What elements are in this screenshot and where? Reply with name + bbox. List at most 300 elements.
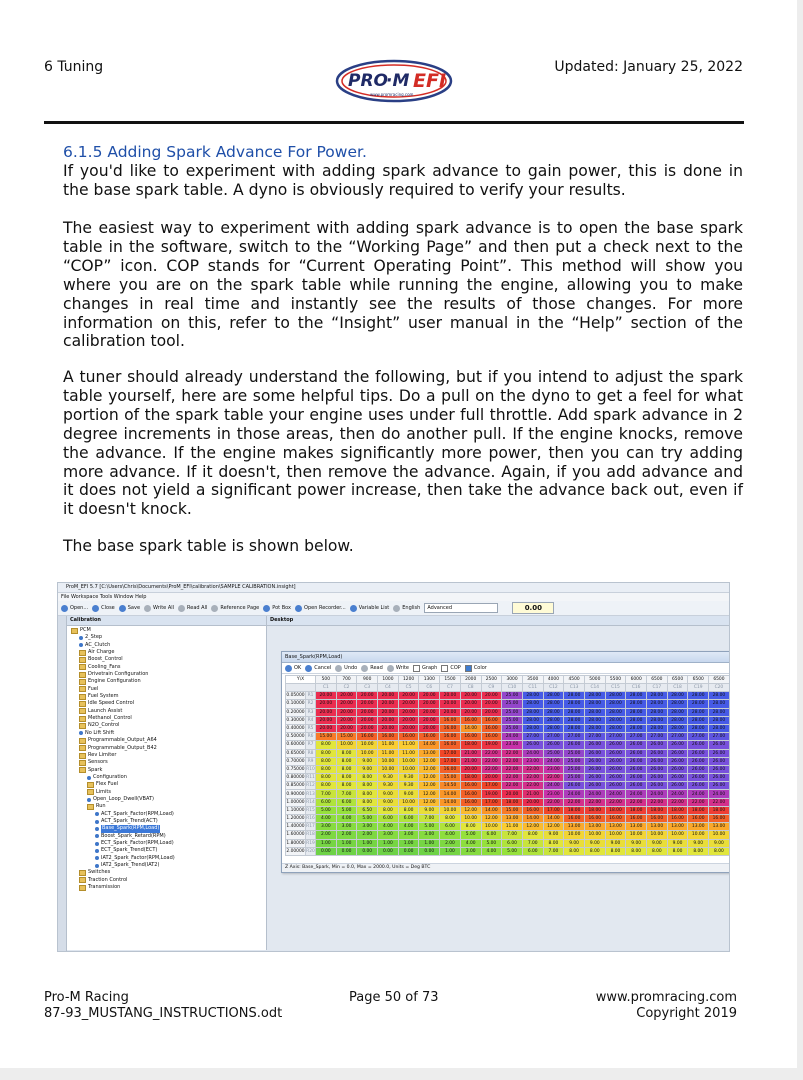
spark-cell[interactable]: 20.00	[378, 724, 399, 732]
spark-cell[interactable]: 20.00	[460, 692, 481, 700]
tree-item[interactable]: No Lift Shift	[67, 730, 266, 737]
spark-cell[interactable]: 24.00	[543, 782, 564, 790]
spark-cell[interactable]: 26.00	[605, 774, 626, 782]
spark-cell[interactable]: 26.00	[605, 749, 626, 757]
spark-cell[interactable]: 10.00	[605, 831, 626, 839]
spark-cell[interactable]: 28.00	[564, 692, 585, 700]
spark-cell[interactable]: 28.00	[626, 692, 647, 700]
tree-item[interactable]: ACT_Spark_Factor(RPM,Load)	[67, 811, 266, 818]
spark-cell[interactable]: 16.00	[460, 782, 481, 790]
cop-checkbox[interactable]: COP	[441, 665, 460, 672]
spark-cell[interactable]: 8.00	[316, 757, 337, 765]
spark-cell[interactable]: 6.00	[481, 831, 502, 839]
spark-cell[interactable]: 28.00	[564, 716, 585, 724]
tree-item[interactable]: ECT_Spark_Trend(ECT)	[67, 847, 266, 854]
spark-cell[interactable]: 3.00	[378, 831, 399, 839]
spark-cell[interactable]: 26.00	[564, 782, 585, 790]
load-row-header[interactable]: 0.50000	[286, 734, 305, 740]
spark-cell[interactable]: 28.00	[522, 692, 543, 700]
spark-cell[interactable]: 28.00	[709, 716, 730, 724]
rpm-column-header[interactable]: 6500	[709, 676, 730, 684]
load-row-header[interactable]: 0.60000	[286, 742, 305, 748]
load-row-header[interactable]: 0.30000	[286, 717, 305, 723]
spark-cell[interactable]: 5.00	[460, 831, 481, 839]
spark-cell[interactable]: 1.00	[378, 839, 399, 847]
tree-item[interactable]: Base_Spark(RPM,Load)	[67, 825, 266, 832]
spark-cell[interactable]: 12.00	[481, 815, 502, 823]
spark-cell[interactable]: 27.00	[605, 733, 626, 741]
spark-cell[interactable]: 13.00	[688, 823, 709, 831]
spark-cell[interactable]: 20.00	[440, 692, 461, 700]
load-row-header[interactable]: 0.80000	[286, 775, 305, 781]
tree-item[interactable]: Launch Assist	[67, 708, 266, 715]
spark-cell[interactable]: 3.00	[357, 823, 378, 831]
spark-cell[interactable]: 11.00	[398, 749, 419, 757]
spark-cell[interactable]: 26.00	[688, 765, 709, 773]
spark-cell[interactable]: 22.00	[584, 798, 605, 806]
spark-cell[interactable]: 22.00	[502, 749, 523, 757]
spark-cell[interactable]: 28.00	[647, 700, 668, 708]
spark-cell[interactable]: 16.00	[357, 733, 378, 741]
spark-cell[interactable]: 10.00	[709, 831, 730, 839]
spark-cell[interactable]: 26.00	[667, 749, 688, 757]
spark-cell[interactable]: 0.00	[357, 847, 378, 855]
spark-cell[interactable]: 24.00	[688, 790, 709, 798]
spark-cell[interactable]: 26.00	[647, 782, 668, 790]
spark-cell[interactable]: 10.00	[398, 798, 419, 806]
spark-cell[interactable]: 5.00	[336, 806, 357, 814]
spark-cell[interactable]: 18.00	[564, 806, 585, 814]
spark-cell[interactable]: 20.00	[357, 724, 378, 732]
spark-cell[interactable]: 20.00	[316, 700, 337, 708]
spark-cell[interactable]: 20.00	[357, 716, 378, 724]
spark-cell[interactable]: 18.00	[688, 806, 709, 814]
tree-item[interactable]: 2_Step	[67, 634, 266, 641]
spark-cell[interactable]: 22.00	[647, 798, 668, 806]
spark-cell[interactable]: 28.00	[626, 700, 647, 708]
spark-cell[interactable]: 24.00	[605, 790, 626, 798]
spark-cell[interactable]: 12.00	[522, 823, 543, 831]
spark-cell[interactable]: 5.00	[481, 839, 502, 847]
spark-cell[interactable]: 9.00	[564, 839, 585, 847]
spark-cell[interactable]: 7.00	[419, 815, 440, 823]
load-row-header[interactable]: 0.65000	[286, 750, 305, 756]
spark-cell[interactable]: 8.00	[543, 839, 564, 847]
spark-cell[interactable]: 5.00	[419, 823, 440, 831]
spark-cell[interactable]: 8.00	[398, 806, 419, 814]
tree-item[interactable]: Fuel System	[67, 693, 266, 700]
load-row-header[interactable]: 0.20000	[286, 709, 305, 715]
spark-cell[interactable]: 18.00	[647, 806, 668, 814]
spark-cell[interactable]: 0.00	[398, 847, 419, 855]
tree-item[interactable]: Open_Loop_Dwell(VBAT)	[67, 796, 266, 803]
spark-cell[interactable]: 9.30	[378, 774, 399, 782]
spark-cell[interactable]: 17.00	[543, 806, 564, 814]
spark-cell[interactable]: 8.00	[460, 823, 481, 831]
spark-cell[interactable]: 11.00	[398, 741, 419, 749]
spark-cell[interactable]: 24.00	[564, 790, 585, 798]
spark-cell[interactable]: 3.00	[398, 831, 419, 839]
spark-cell[interactable]: 10.00	[440, 806, 461, 814]
ok-button[interactable]: OK	[285, 665, 301, 672]
spark-cell[interactable]: 7.00	[316, 790, 337, 798]
spark-cell[interactable]: 28.00	[522, 700, 543, 708]
spark-cell[interactable]: 26.00	[584, 757, 605, 765]
spark-cell[interactable]: 4.00	[481, 847, 502, 855]
spark-cell[interactable]: 27.00	[647, 733, 668, 741]
load-row-header[interactable]: 0.05000	[286, 693, 305, 699]
spark-cell[interactable]: 22.00	[522, 774, 543, 782]
spark-cell[interactable]: 28.00	[626, 716, 647, 724]
spark-cell[interactable]: 20.00	[419, 700, 440, 708]
spark-cell[interactable]: 14.00	[460, 724, 481, 732]
spark-cell[interactable]: 15.00	[336, 733, 357, 741]
spark-cell[interactable]: 27.00	[543, 733, 564, 741]
load-row-header[interactable]: 0.10000	[286, 701, 305, 707]
spark-cell[interactable]: 17.00	[440, 757, 461, 765]
spark-cell[interactable]: 5.00	[357, 815, 378, 823]
spark-cell[interactable]: 2.00	[336, 831, 357, 839]
spark-cell[interactable]: 5.00	[316, 806, 337, 814]
spark-cell[interactable]: 28.00	[522, 724, 543, 732]
spark-cell[interactable]: 8.00	[336, 774, 357, 782]
spark-cell[interactable]: 24.00	[626, 790, 647, 798]
spark-cell[interactable]: 16.00	[626, 815, 647, 823]
write-all-button[interactable]: Write All	[144, 605, 174, 612]
spark-cell[interactable]: 9.00	[584, 839, 605, 847]
tree-item[interactable]: Traction Control	[67, 877, 266, 884]
rpm-column-header[interactable]: 2500	[481, 676, 502, 684]
spark-cell[interactable]: 12.00	[419, 765, 440, 773]
spark-cell[interactable]: 20.00	[336, 724, 357, 732]
spark-cell[interactable]: 8.00	[522, 831, 543, 839]
tree-item[interactable]: N2O_Control	[67, 722, 266, 729]
spark-cell[interactable]: 20.00	[378, 700, 399, 708]
spark-cell[interactable]: 16.00	[647, 815, 668, 823]
spark-cell[interactable]: 27.00	[584, 733, 605, 741]
rpm-column-header[interactable]: 1200	[398, 676, 419, 684]
tree-item[interactable]: IAT2_Spark_Factor(RPM,Load)	[67, 855, 266, 862]
spark-cell[interactable]: 23.00	[502, 741, 523, 749]
spark-cell[interactable]: 28.00	[688, 700, 709, 708]
spark-cell[interactable]: 16.00	[460, 716, 481, 724]
spark-cell[interactable]: 26.00	[522, 741, 543, 749]
rpm-column-header[interactable]: 6500	[688, 676, 709, 684]
spark-cell[interactable]: 27.00	[522, 733, 543, 741]
tree-item[interactable]: Spark	[67, 767, 266, 774]
spark-cell[interactable]: 28.00	[543, 692, 564, 700]
spark-cell[interactable]: 28.00	[605, 708, 626, 716]
spark-cell[interactable]: 9.00	[378, 790, 399, 798]
spark-cell[interactable]: 18.00	[709, 806, 730, 814]
spark-cell[interactable]: 22.00	[481, 749, 502, 757]
tree-item[interactable]: Limits	[67, 789, 266, 796]
spark-cell[interactable]: 22.00	[688, 798, 709, 806]
spark-cell[interactable]: 15.00	[440, 774, 461, 782]
spark-cell[interactable]: 26.00	[564, 741, 585, 749]
spark-cell[interactable]: 26.00	[709, 749, 730, 757]
spark-cell[interactable]: 22.00	[502, 765, 523, 773]
spark-cell[interactable]: 10.00	[357, 741, 378, 749]
spark-cell[interactable]: 16.00	[709, 815, 730, 823]
spark-cell[interactable]: 12.00	[419, 782, 440, 790]
spark-cell[interactable]: 26.00	[605, 741, 626, 749]
spark-cell[interactable]: 18.00	[584, 806, 605, 814]
spark-cell[interactable]: 28.00	[688, 692, 709, 700]
spark-cell[interactable]: 25.00	[564, 774, 585, 782]
spark-cell[interactable]: 26.00	[709, 765, 730, 773]
tree-item[interactable]: Engine Configuration	[67, 678, 266, 685]
spark-cell[interactable]: 25.00	[564, 765, 585, 773]
spark-cell[interactable]: 8.00	[605, 847, 626, 855]
spark-cell[interactable]: 20.00	[398, 716, 419, 724]
spark-cell[interactable]: 20.00	[336, 716, 357, 724]
spark-cell[interactable]: 28.00	[667, 700, 688, 708]
spark-cell[interactable]: 16.00	[667, 815, 688, 823]
spark-cell[interactable]: 22.00	[522, 765, 543, 773]
save-button[interactable]: Save	[119, 605, 140, 612]
load-row-header[interactable]: 2.00000	[286, 848, 305, 854]
spark-cell[interactable]: 20.00	[419, 716, 440, 724]
spark-cell[interactable]: 12.00	[543, 823, 564, 831]
spark-cell[interactable]: 28.00	[688, 716, 709, 724]
spark-cell[interactable]: 4.00	[398, 823, 419, 831]
spark-cell[interactable]: 24.00	[647, 790, 668, 798]
spark-cell[interactable]: 28.00	[667, 716, 688, 724]
spark-cell[interactable]: 28.00	[564, 724, 585, 732]
spark-cell[interactable]: 28.00	[709, 708, 730, 716]
spark-cell[interactable]: 14.00	[522, 815, 543, 823]
spark-cell[interactable]: 24.00	[667, 790, 688, 798]
spark-cell[interactable]: 11.00	[378, 749, 399, 757]
spark-cell[interactable]: 3.00	[419, 831, 440, 839]
spark-cell[interactable]: 13.00	[709, 823, 730, 831]
spark-cell[interactable]: 26.00	[584, 749, 605, 757]
spark-cell[interactable]: 26.00	[709, 774, 730, 782]
spark-cell[interactable]: 16.00	[481, 733, 502, 741]
spark-cell[interactable]: 0.00	[419, 847, 440, 855]
spark-cell[interactable]: 5.00	[502, 847, 523, 855]
spark-cell[interactable]: 21.00	[522, 790, 543, 798]
spark-cell[interactable]: 20.00	[502, 790, 523, 798]
tree-item[interactable]: Fuel	[67, 686, 266, 693]
spark-cell[interactable]: 22.00	[709, 798, 730, 806]
spark-cell[interactable]: 16.00	[460, 798, 481, 806]
read-button[interactable]: Read	[361, 665, 383, 672]
spark-cell[interactable]: 20.00	[357, 700, 378, 708]
spark-cell[interactable]: 26.00	[709, 782, 730, 790]
mode-dropdown[interactable]: Advanced	[424, 603, 498, 613]
spark-cell[interactable]: 8.00	[316, 782, 337, 790]
spark-cell[interactable]: 10.00	[398, 757, 419, 765]
spark-cell[interactable]: 10.00	[378, 757, 399, 765]
spark-cell[interactable]: 28.00	[605, 692, 626, 700]
spark-cell[interactable]: 16.00	[605, 815, 626, 823]
spark-cell[interactable]: 28.00	[543, 700, 564, 708]
spark-cell[interactable]: 28.00	[647, 724, 668, 732]
spark-cell[interactable]: 8.00	[357, 798, 378, 806]
spark-cell[interactable]: 10.00	[336, 741, 357, 749]
spark-cell[interactable]: 8.00	[336, 765, 357, 773]
spark-cell[interactable]: 17.00	[481, 798, 502, 806]
spark-cell[interactable]: 9.00	[543, 831, 564, 839]
spark-cell[interactable]: 20.00	[357, 692, 378, 700]
spark-cell[interactable]: 9.00	[605, 839, 626, 847]
spark-cell[interactable]: 26.00	[626, 765, 647, 773]
spark-cell[interactable]: 26.00	[626, 774, 647, 782]
spark-cell[interactable]: 20.00	[481, 700, 502, 708]
load-row-header[interactable]: 1.60000	[286, 832, 305, 838]
spark-cell[interactable]: 8.00	[378, 806, 399, 814]
spark-cell[interactable]: 16.00	[584, 815, 605, 823]
spark-cell[interactable]: 8.00	[626, 847, 647, 855]
tree-item[interactable]: ACT_Spark_Trend(ACT)	[67, 818, 266, 825]
color-checkbox[interactable]: Color	[465, 665, 487, 672]
spark-cell[interactable]: 13.00	[564, 823, 585, 831]
spark-cell[interactable]: 20.00	[316, 692, 337, 700]
spark-cell[interactable]: 20.00	[316, 724, 337, 732]
spark-cell[interactable]: 26.00	[647, 749, 668, 757]
spark-cell[interactable]: 8.00	[584, 847, 605, 855]
side-tabs[interactable]	[58, 616, 67, 951]
spark-cell[interactable]: 20.00	[398, 708, 419, 716]
spark-cell[interactable]: 28.00	[522, 716, 543, 724]
spark-cell[interactable]: 8.00	[316, 741, 337, 749]
spark-cell[interactable]: 1.00	[336, 839, 357, 847]
spark-cell[interactable]: 16.00	[440, 716, 461, 724]
spark-cell[interactable]: 13.00	[626, 823, 647, 831]
spark-cell[interactable]: 16.00	[460, 790, 481, 798]
spark-cell[interactable]: 16.00	[688, 815, 709, 823]
spark-cell[interactable]: 6.00	[336, 798, 357, 806]
spark-cell[interactable]: 1.00	[419, 839, 440, 847]
spark-cell[interactable]: 28.00	[564, 708, 585, 716]
spark-cell[interactable]: 26.00	[688, 749, 709, 757]
spark-cell[interactable]: 2.00	[316, 831, 337, 839]
rpm-column-header[interactable]: 4500	[564, 676, 585, 684]
spark-cell[interactable]: 6.00	[378, 815, 399, 823]
load-row-header[interactable]: 1.20000	[286, 816, 305, 822]
spark-cell[interactable]: 8.00	[336, 749, 357, 757]
spark-cell[interactable]: 27.00	[564, 733, 585, 741]
spark-cell[interactable]: 10.00	[626, 831, 647, 839]
spark-cell[interactable]: 18.00	[605, 806, 626, 814]
spark-cell[interactable]: 20.00	[336, 700, 357, 708]
load-row-header[interactable]: 1.00000	[286, 799, 305, 805]
tree-item[interactable]: Air Charge	[67, 649, 266, 656]
spark-cell[interactable]: 9.00	[667, 839, 688, 847]
spark-cell[interactable]: 20.00	[378, 708, 399, 716]
spark-cell[interactable]: 6.00	[398, 815, 419, 823]
spark-cell[interactable]: 0.00	[378, 847, 399, 855]
spark-cell[interactable]: 26.00	[605, 765, 626, 773]
spark-cell[interactable]: 23.00	[543, 790, 564, 798]
rpm-column-header[interactable]: 700	[336, 676, 357, 684]
spark-cell[interactable]: 10.00	[647, 831, 668, 839]
rpm-column-header[interactable]: 4000	[543, 676, 564, 684]
spark-cell[interactable]: 14.50	[440, 782, 461, 790]
spark-cell[interactable]: 26.00	[626, 741, 647, 749]
tree-item[interactable]: Rev Limiter	[67, 752, 266, 759]
spark-cell[interactable]: 11.00	[378, 741, 399, 749]
spark-cell[interactable]: 28.00	[584, 708, 605, 716]
rpm-column-header[interactable]: 2000	[460, 676, 481, 684]
spark-cell[interactable]: 28.00	[709, 724, 730, 732]
spark-cell[interactable]: 20.00	[336, 708, 357, 716]
spark-cell[interactable]: 20.00	[481, 692, 502, 700]
spark-cell[interactable]: 18.00	[502, 798, 523, 806]
spark-cell[interactable]: 25.00	[543, 749, 564, 757]
spark-cell[interactable]: 14.00	[440, 790, 461, 798]
spark-cell[interactable]: 26.00	[688, 774, 709, 782]
spark-cell[interactable]: 1.00	[316, 839, 337, 847]
spark-cell[interactable]: 23.00	[522, 757, 543, 765]
spark-cell[interactable]: 12.00	[419, 798, 440, 806]
spark-cell[interactable]: 18.00	[667, 806, 688, 814]
spark-cell[interactable]: 8.00	[564, 847, 585, 855]
rpm-column-header[interactable]: 6000	[626, 676, 647, 684]
variable-list-button[interactable]: Variable List	[350, 605, 390, 612]
rpm-column-header[interactable]: 5500	[605, 676, 626, 684]
spark-cell[interactable]: 22.00	[543, 774, 564, 782]
tree-item[interactable]: IAT2_Spark_Trend(IAT2)	[67, 862, 266, 869]
spark-cell[interactable]: 10.00	[378, 765, 399, 773]
spark-cell[interactable]: 20.00	[440, 708, 461, 716]
spark-cell[interactable]: 16.00	[440, 724, 461, 732]
spark-cell[interactable]: 20.00	[522, 798, 543, 806]
spark-cell[interactable]: 28.00	[647, 692, 668, 700]
spark-cell[interactable]: 16.00	[378, 733, 399, 741]
spark-cell[interactable]: 26.00	[688, 741, 709, 749]
spark-cell[interactable]: 28.00	[626, 708, 647, 716]
spark-cell[interactable]: 27.00	[709, 733, 730, 741]
spark-cell[interactable]: 20.00	[357, 708, 378, 716]
close-button[interactable]: Close	[92, 605, 115, 612]
spark-cell[interactable]: 22.00	[502, 782, 523, 790]
rpm-column-header[interactable]: 6500	[647, 676, 668, 684]
spark-cell[interactable]: 22.00	[522, 782, 543, 790]
spark-cell[interactable]: 8.00	[357, 782, 378, 790]
spark-cell[interactable]: 7.00	[543, 847, 564, 855]
spark-cell[interactable]: 17.00	[481, 782, 502, 790]
spark-cell[interactable]: 4.00	[460, 839, 481, 847]
spark-cell[interactable]: 28.00	[584, 724, 605, 732]
tree-item[interactable]: Boost_Spark_Retard(RPM)	[67, 833, 266, 840]
spark-cell[interactable]: 8.00	[688, 847, 709, 855]
spark-cell[interactable]: 20.00	[419, 724, 440, 732]
spark-cell[interactable]: 28.00	[584, 700, 605, 708]
spark-cell[interactable]: 16.00	[398, 733, 419, 741]
spark-cell[interactable]: 26.00	[626, 749, 647, 757]
spark-cell[interactable]: 7.00	[336, 790, 357, 798]
spark-cell[interactable]: 28.00	[709, 692, 730, 700]
tree-item[interactable]: PCM	[67, 627, 266, 634]
spark-cell[interactable]: 8.00	[316, 774, 337, 782]
spark-cell[interactable]: 28.00	[709, 700, 730, 708]
spark-cell[interactable]: 20.00	[398, 700, 419, 708]
spark-cell[interactable]: 26.00	[584, 782, 605, 790]
rpm-column-header[interactable]: 500	[316, 676, 337, 684]
spark-cell[interactable]: 13.00	[502, 815, 523, 823]
spark-cell[interactable]: 8.00	[647, 847, 668, 855]
tree-item[interactable]: Transmission	[67, 884, 266, 891]
spark-cell[interactable]: 25.00	[502, 700, 523, 708]
spark-cell[interactable]: 8.00	[336, 757, 357, 765]
tree-item[interactable]: ECT_Spark_Factor(RPM,Load)	[67, 840, 266, 847]
spark-cell[interactable]: 28.00	[688, 708, 709, 716]
tree-item[interactable]: Configuration	[67, 774, 266, 781]
spark-cell[interactable]: 28.00	[584, 692, 605, 700]
